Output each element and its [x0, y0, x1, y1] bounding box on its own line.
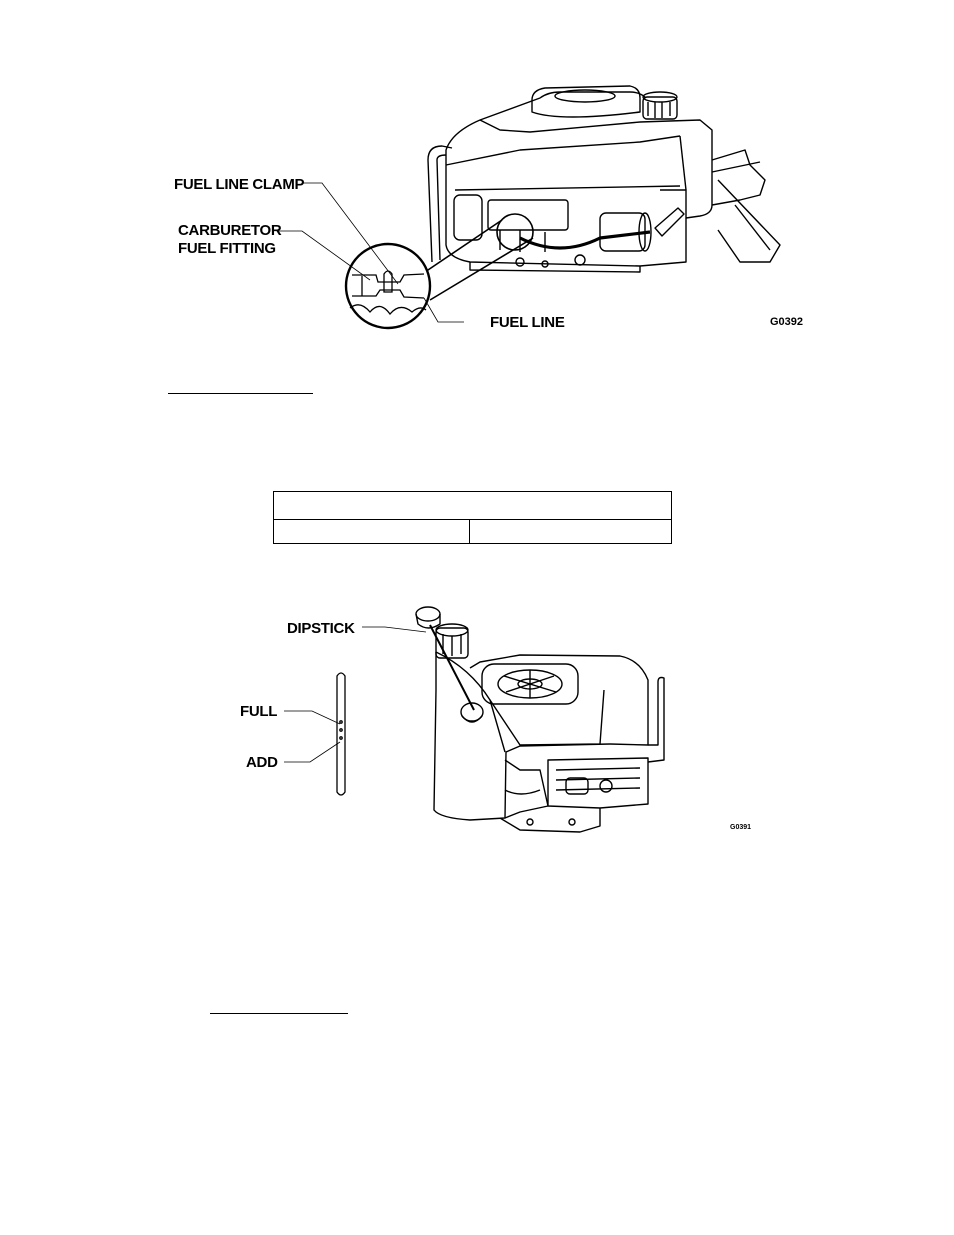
add-mark-label: ADD [246, 754, 278, 771]
full-mark-label: FULL [240, 703, 278, 720]
fuel-line-clamp-label: FUEL LINE CLAMP [174, 176, 305, 193]
section-heading-underline [210, 1013, 348, 1014]
dipstick-label: DIPSTICK [287, 620, 355, 637]
figure-id: G0391 [730, 824, 752, 831]
figure-id: G0392 [770, 316, 804, 328]
carburetor-label: CARBURETOR [178, 222, 282, 239]
fuel-fitting-label: FUEL FITTING [178, 240, 276, 257]
fuel-line-label: FUEL LINE [490, 314, 565, 331]
